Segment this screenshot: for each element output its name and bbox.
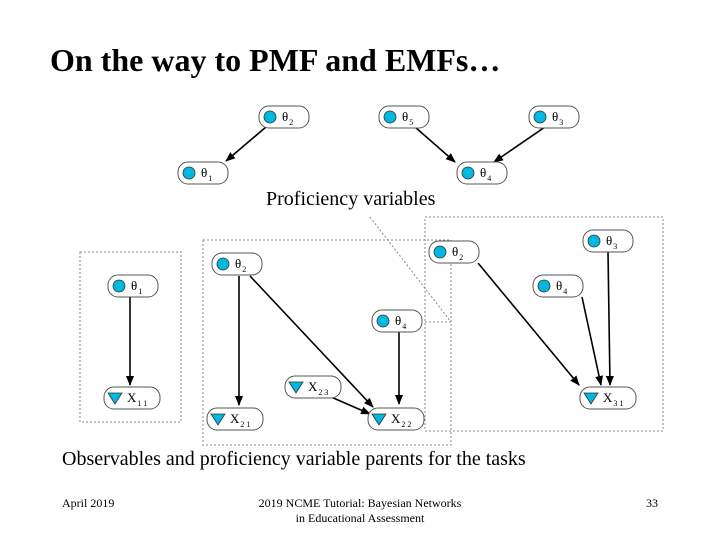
slide-title: On the way to PMF and EMFs… [50,42,501,78]
node-pmf-theta4 [457,162,507,184]
edge-e3-theta3-x31 [608,252,610,385]
caption-proficiency-variables: Proficiency variables [266,188,436,210]
proficiency-node-circle-icon [183,167,195,179]
proficiency-node-circle-icon [538,280,550,292]
proficiency-node-circle-icon [588,235,600,247]
edge-pmf-theta5-theta4 [415,127,455,162]
node-label: $\theta_2$ [452,244,464,262]
node-label: $X_{2 1}$ [230,411,251,429]
proficiency-node-circle-icon [113,280,125,292]
edge-pmf-theta3-theta4 [494,127,545,162]
node-label: $\theta_4$ [395,313,407,331]
node-e2-x23 [285,376,341,398]
proficiency-node-circle-icon [264,111,276,123]
node-label: $\theta_3$ [606,233,618,251]
edge-pmf-theta2-theta1 [226,127,266,161]
proficiency-node-circle-icon [377,315,389,327]
node-pmf-theta5 [379,106,429,128]
node-e1-x11 [104,387,160,409]
node-label: $\theta_1$ [201,165,213,183]
footer-date: April 2019 [62,496,115,510]
node-label: $\theta_5$ [402,109,414,127]
node-e3-theta2 [429,241,479,263]
node-pmf-theta2 [259,106,309,128]
node-pmf-theta3 [529,106,579,128]
node-e3-theta4 [533,275,583,297]
proficiency-node-circle-icon [534,111,546,123]
node-label: $X_{2 2}$ [391,411,412,429]
node-label: $\theta_2$ [282,109,294,127]
node-label: $X_{1 1}$ [127,390,148,408]
node-label: $\theta_3$ [552,109,564,127]
footer-title [240,496,480,526]
node-e3-x31 [580,387,636,409]
node-e2-theta2 [212,253,262,275]
node-e2-x21 [207,408,263,430]
node-pmf-theta1 [178,162,228,184]
node-label: $\theta_1$ [131,278,143,296]
caption-observables: Observables and proficiency variable parents for the tasks [62,448,526,470]
node-e2-theta4 [372,310,422,332]
node-e2-x22 [368,408,424,430]
proficiency-node-circle-icon [384,111,396,123]
proficiency-node-circle-icon [434,246,446,258]
node-label: $X_{2 3}$ [308,379,329,397]
node-e3-theta3 [583,230,633,252]
page-number: 33 [646,496,658,510]
node-e1-theta1 [108,275,158,297]
edge-e3-theta4-x31 [582,297,601,385]
node-label: $\theta_4$ [480,165,492,183]
footer-title-line1: 2019 NCME Tutorial: Bayesian Networks [258,496,462,510]
footer-title-line2: in Educational Assessment [295,511,425,525]
frame-connector-line [370,217,451,322]
node-label: $\theta_4$ [556,278,568,296]
node-label: $X_{3 1}$ [603,390,624,408]
proficiency-node-circle-icon [217,258,229,270]
proficiency-node-circle-icon [462,167,474,179]
node-label: $\theta_2$ [235,256,247,274]
